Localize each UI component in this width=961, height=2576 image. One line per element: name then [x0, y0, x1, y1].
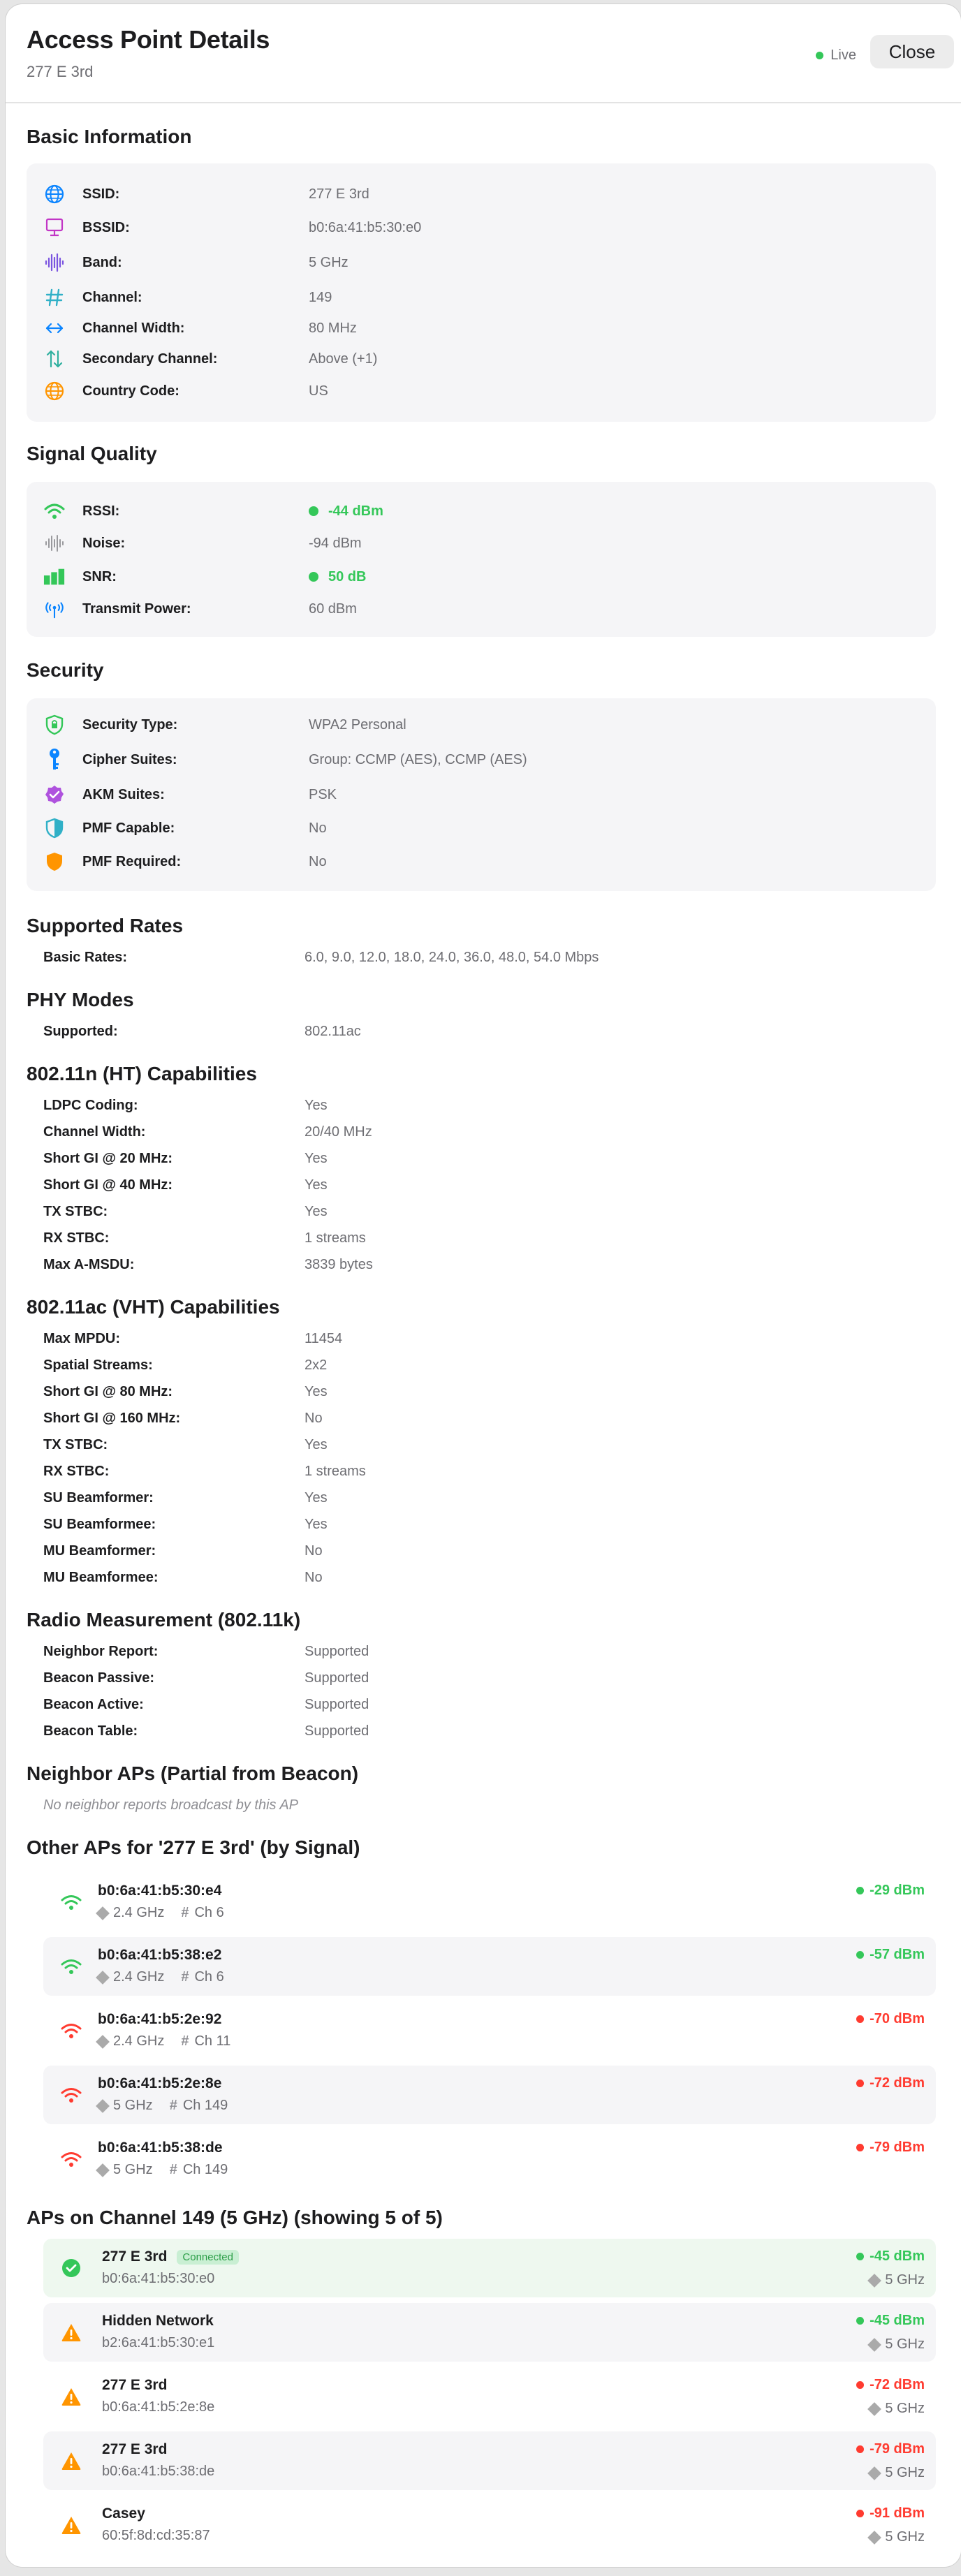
ap-band — [870, 2465, 925, 2481]
basic-info-card — [27, 163, 936, 422]
ap-signal-text: -57 dBm — [870, 1947, 925, 1962]
ap-signal — [856, 2075, 925, 2091]
ap-meta — [98, 1905, 224, 1921]
snr-label: SNR: — [82, 568, 117, 584]
ap-band — [98, 2098, 153, 2114]
section-title-radio-measurement: Radio Measurement (802.11k) — [27, 1609, 301, 1631]
ap-meta — [98, 2098, 228, 2114]
row-rssi — [27, 499, 936, 524]
ap-signal — [856, 2441, 925, 2457]
basic-rates-label: Basic Rates: — [43, 950, 128, 965]
ap-band-text: 5 GHz — [885, 2529, 925, 2545]
rssi-good-dot-icon — [309, 506, 318, 516]
row-country-code — [27, 378, 936, 404]
ap-band-text: 5 GHz — [885, 2401, 925, 2416]
channel-ap-row[interactable] — [43, 2367, 936, 2426]
band-diamond-icon — [867, 2274, 881, 2288]
rm-label: Neighbor Report: — [43, 1644, 159, 1659]
pmf-capable-value: No — [309, 820, 327, 836]
ssid-label: SSID: — [82, 186, 120, 202]
noise-waveform-icon — [43, 532, 66, 554]
ap-signal — [856, 2313, 925, 2329]
vht-value: 1 streams — [305, 1464, 366, 1479]
cipher-suites-label: Cipher Suites: — [82, 751, 177, 767]
page-title: Access Point Details — [27, 25, 270, 54]
wifi-signal-icon — [60, 2019, 82, 2042]
row-channel-width — [27, 316, 936, 341]
ap-channel — [181, 1969, 223, 1985]
ht-label: Channel Width: — [43, 1124, 146, 1140]
channel-label: Channel: — [82, 289, 142, 305]
ht-label: Short GI @ 20 MHz: — [43, 1151, 173, 1166]
ht-value: 3839 bytes — [305, 1257, 373, 1272]
other-ap-row[interactable] — [43, 1873, 936, 1931]
ap-bssid: b0:6a:41:b5:38:e2 — [98, 1947, 222, 1963]
pmf-required-label: PMF Required: — [82, 853, 182, 869]
vht-label: Short GI @ 160 MHz: — [43, 1411, 181, 1426]
ap-bssid: 60:5f:8d:cd:35:87 — [102, 2528, 210, 2543]
rm-value: Supported — [305, 1697, 369, 1712]
ap-band — [98, 1905, 164, 1921]
security-card — [27, 698, 936, 891]
close-button[interactable]: Close — [870, 35, 954, 68]
row-secondary-channel — [27, 346, 936, 371]
section-title-ht: 802.11n (HT) Capabilities — [27, 1063, 257, 1084]
phy-supported-label: Supported: — [43, 1024, 118, 1039]
signal-dot-icon — [856, 2080, 864, 2087]
band-diamond-icon — [96, 2035, 110, 2049]
ap-meta — [98, 1969, 224, 1985]
ap-channel-text: Ch 149 — [182, 2162, 228, 2177]
ht-row — [43, 1124, 372, 1140]
ht-row — [43, 1098, 328, 1114]
vht-row — [43, 1437, 328, 1453]
ap-signal-text: -70 dBm — [870, 2011, 925, 2026]
channel-hash-icon: # — [181, 2033, 189, 2049]
ht-row — [43, 1230, 366, 1246]
row-akm-suites — [27, 782, 936, 807]
ap-bssid: b0:6a:41:b5:2e:8e — [98, 2075, 222, 2091]
rssi-value-text: -44 dBm — [328, 503, 383, 519]
row-snr — [27, 564, 936, 589]
ap-signal-text: -79 dBm — [870, 2441, 925, 2457]
warning-icon — [60, 2385, 82, 2408]
page-subtitle: 277 E 3rd — [27, 63, 94, 80]
signal-dot-icon — [856, 2510, 864, 2517]
ap-channel-text: Ch 149 — [182, 2098, 228, 2113]
section-title-rates: Supported Rates — [27, 915, 184, 936]
ap-name-text: Hidden Network — [102, 2313, 214, 2329]
other-ap-row[interactable] — [43, 2066, 936, 2124]
channel-ap-row[interactable] — [43, 2239, 936, 2297]
rm-row — [43, 1723, 369, 1739]
header — [6, 4, 961, 103]
row-basic-rates — [43, 950, 599, 966]
ht-value: Yes — [305, 1204, 328, 1219]
signal-dot-icon — [856, 2317, 864, 2325]
signal-dot-icon — [856, 1951, 864, 1959]
signal-dot-icon — [856, 1887, 864, 1894]
bssid-value: b0:6a:41:b5:30:e0 — [309, 219, 422, 235]
vht-row — [43, 1384, 328, 1400]
channel-width-value: 80 MHz — [309, 320, 357, 336]
ap-band-text: 5 GHz — [885, 2336, 925, 2352]
channel-ap-row[interactable] — [43, 2303, 936, 2362]
channel-hash-icon: # — [169, 2162, 177, 2177]
ap-signal-text: -45 dBm — [870, 2249, 925, 2264]
signal-dot-icon — [856, 2445, 864, 2453]
row-band — [27, 250, 936, 275]
section-title-other-aps: Other APs for '277 E 3rd' (by Signal) — [27, 1837, 360, 1858]
ap-channel — [170, 2162, 228, 2178]
bssid-label: BSSID: — [82, 219, 130, 235]
other-ap-row[interactable] — [43, 2001, 936, 2060]
globe-orange-icon — [43, 380, 66, 402]
connected-badge: Connected — [177, 2250, 239, 2265]
ht-label: Short GI @ 40 MHz: — [43, 1177, 173, 1193]
cipher-suites-value: Group: CCMP (AES), CCMP (AES) — [309, 751, 527, 767]
ap-signal — [856, 2011, 925, 2027]
ap-band — [98, 2162, 153, 2178]
secondary-channel-label: Secondary Channel: — [82, 351, 218, 367]
ap-band-text: 5 GHz — [113, 2162, 153, 2177]
ap-bssid: b0:6a:41:b5:38:de — [102, 2464, 215, 2479]
waveform-icon — [43, 251, 66, 274]
akm-suites-value: PSK — [309, 786, 337, 802]
connected-check-icon — [60, 2257, 82, 2279]
vht-value: No — [305, 1570, 323, 1585]
ap-channel-text: Ch 11 — [194, 2033, 231, 2049]
ap-band-text: 5 GHz — [113, 2098, 153, 2113]
monitor-icon — [43, 216, 66, 239]
vht-label: SU Beamformee: — [43, 1517, 156, 1532]
rm-value: Supported — [305, 1723, 369, 1739]
secondary-channel-value: Above (+1) — [309, 351, 378, 367]
channel-value: 149 — [309, 289, 332, 305]
rm-label: Beacon Active: — [43, 1697, 144, 1712]
ap-bssid: b0:6a:41:b5:38:de — [98, 2140, 223, 2156]
vht-label: Max MPDU: — [43, 1331, 121, 1346]
phy-supported-value: 802.11ac — [305, 1024, 361, 1039]
pmf-required-value: No — [309, 853, 327, 869]
band-diamond-icon — [867, 2338, 881, 2352]
band-diamond-icon — [867, 2402, 881, 2416]
ap-band-text: 2.4 GHz — [113, 2033, 165, 2049]
signal-quality-card — [27, 482, 936, 637]
ap-name — [102, 2377, 167, 2394]
vht-label: MU Beamformer: — [43, 1543, 156, 1559]
section-title-phy: PHY Modes — [27, 989, 134, 1010]
channel-ap-row[interactable] — [43, 2496, 936, 2554]
ap-signal — [856, 1883, 925, 1899]
ap-channel-text: Ch 6 — [194, 1905, 224, 1920]
vht-label: RX STBC: — [43, 1464, 110, 1479]
section-title-channel-aps: APs on Channel 149 (5 GHz) (showing 5 of 5) — [27, 2207, 443, 2228]
channel-hash-icon: # — [181, 1969, 189, 1985]
lock-shield-icon — [43, 714, 66, 736]
rm-row — [43, 1644, 369, 1660]
ap-channel — [170, 2098, 228, 2114]
ap-name — [102, 2249, 239, 2265]
vht-row — [43, 1331, 342, 1347]
ap-signal — [856, 2140, 925, 2156]
ht-row — [43, 1257, 373, 1273]
row-ssid — [27, 182, 936, 207]
vht-row — [43, 1464, 366, 1480]
arrows-horizontal-icon — [43, 317, 66, 339]
band-diamond-icon — [96, 2099, 110, 2113]
ap-band — [870, 2272, 925, 2288]
ap-bssid: b0:6a:41:b5:2e:92 — [98, 2011, 222, 2027]
ap-name-text: 277 E 3rd — [102, 2441, 168, 2457]
ssid-value: 277 E 3rd — [309, 186, 369, 202]
basic-rates-value: 6.0, 9.0, 12.0, 18.0, 24.0, 36.0, 48.0, 54.0 Mbps — [305, 950, 599, 965]
snr-value — [309, 569, 366, 585]
vht-row — [43, 1517, 328, 1533]
ap-channel-text: Ch 6 — [194, 1969, 224, 1985]
noise-value: -94 dBm — [309, 535, 362, 551]
signal-dot-icon — [856, 2015, 864, 2023]
ap-name-text: 277 E 3rd — [102, 2249, 168, 2265]
arrows-updown-icon — [43, 348, 66, 370]
vht-value: 2x2 — [305, 1357, 328, 1373]
globe-icon — [43, 183, 66, 205]
wifi-icon — [43, 500, 66, 522]
signal-dot-icon — [856, 2381, 864, 2389]
vht-value: Yes — [305, 1384, 328, 1399]
access-point-details-window — [6, 4, 961, 2567]
ap-signal-text: -29 dBm — [870, 1883, 925, 1898]
shield-half-icon — [43, 817, 66, 839]
band-value: 5 GHz — [309, 254, 349, 270]
rm-row — [43, 1670, 369, 1686]
checkmark-seal-icon — [43, 783, 66, 806]
vht-row — [43, 1490, 328, 1506]
ap-signal — [856, 2505, 925, 2522]
snr-good-dot-icon — [309, 572, 318, 582]
wifi-signal-icon — [60, 1955, 82, 1978]
section-title-basic: Basic Information — [27, 126, 192, 147]
ap-channel — [181, 2033, 230, 2049]
wifi-signal-icon — [60, 2084, 82, 2106]
ht-value: 20/40 MHz — [305, 1124, 372, 1140]
ap-band — [98, 2033, 164, 2049]
band-diamond-icon — [96, 1971, 110, 1985]
row-channel — [27, 285, 936, 310]
vht-label: TX STBC: — [43, 1437, 108, 1452]
ap-signal-text: -45 dBm — [870, 2313, 925, 2328]
antenna-icon — [43, 598, 66, 620]
section-title-neighbors: Neighbor APs (Partial from Beacon) — [27, 1762, 359, 1784]
other-ap-row[interactable] — [43, 1937, 936, 1996]
ht-value: Yes — [305, 1151, 328, 1166]
snr-value-text: 50 dB — [328, 568, 367, 584]
ht-value: 1 streams — [305, 1230, 366, 1246]
ap-signal-text: -79 dBm — [870, 2140, 925, 2155]
channel-ap-row[interactable] — [43, 2431, 936, 2490]
signal-dot-icon — [856, 2144, 864, 2151]
vht-value: 11454 — [305, 1331, 343, 1346]
vht-label: Short GI @ 80 MHz: — [43, 1384, 173, 1399]
vht-label: Spatial Streams: — [43, 1357, 153, 1373]
channel-hash-icon: # — [169, 2098, 177, 2113]
rssi-value — [309, 503, 383, 520]
vht-label: SU Beamformer: — [43, 1490, 154, 1506]
band-diamond-icon — [96, 2163, 110, 2177]
vht-row — [43, 1543, 323, 1559]
section-title-signal: Signal Quality — [27, 443, 157, 464]
band-diamond-icon — [867, 2466, 881, 2480]
ap-name — [102, 2505, 145, 2522]
ap-band-text: 2.4 GHz — [113, 1905, 165, 1920]
ht-label: LDPC Coding: — [43, 1098, 138, 1113]
vht-label: MU Beamformee: — [43, 1570, 159, 1585]
key-icon — [43, 749, 66, 771]
vht-row — [43, 1570, 323, 1586]
country-code-value: US — [309, 383, 328, 399]
ht-value: Yes — [305, 1098, 328, 1113]
ht-value: Yes — [305, 1177, 328, 1193]
row-bssid — [27, 215, 936, 240]
vht-value: Yes — [305, 1437, 328, 1452]
ap-bssid: b0:6a:41:b5:30:e0 — [102, 2271, 215, 2286]
ap-bssid: b2:6a:41:b5:30:e1 — [102, 2335, 215, 2350]
channel-hash-icon: # — [181, 1905, 189, 1920]
rm-value: Supported — [305, 1670, 369, 1686]
rssi-label: RSSI: — [82, 503, 120, 519]
transmit-power-value: 60 dBm — [309, 601, 357, 617]
row-cipher-suites — [27, 747, 936, 772]
pmf-capable-label: PMF Capable: — [82, 820, 175, 836]
security-type-label: Security Type: — [82, 716, 178, 733]
number-icon — [43, 286, 66, 309]
rm-label: Beacon Passive: — [43, 1670, 154, 1686]
section-title-security: Security — [27, 659, 104, 681]
row-noise — [27, 531, 936, 556]
ap-band-text: 2.4 GHz — [113, 1969, 165, 1985]
akm-suites-label: AKM Suites: — [82, 786, 165, 802]
rm-label: Beacon Table: — [43, 1723, 138, 1739]
row-security-type — [27, 712, 936, 737]
ap-name — [102, 2441, 167, 2458]
ht-row — [43, 1151, 328, 1167]
ap-bssid: b0:6a:41:b5:30:e4 — [98, 1883, 222, 1899]
rm-value: Supported — [305, 1644, 369, 1659]
ap-band — [870, 2401, 925, 2417]
transmit-power-label: Transmit Power: — [82, 601, 191, 617]
ht-label: TX STBC: — [43, 1204, 108, 1219]
ap-name — [102, 2313, 214, 2330]
ap-band-text: 5 GHz — [885, 2465, 925, 2480]
row-pmf-capable — [27, 816, 936, 841]
vht-row — [43, 1411, 323, 1427]
other-ap-row[interactable] — [43, 2130, 936, 2188]
bars-icon — [43, 566, 66, 588]
country-code-label: Country Code: — [82, 383, 179, 399]
channel-width-label: Channel Width: — [82, 320, 185, 336]
warning-icon — [60, 2321, 82, 2343]
signal-dot-icon — [856, 2253, 864, 2260]
section-title-vht: 802.11ac (VHT) Capabilities — [27, 1296, 280, 1318]
ht-label: Max A-MSDU: — [43, 1257, 135, 1272]
noise-label: Noise: — [82, 535, 126, 551]
ap-meta — [98, 2033, 230, 2049]
warning-icon — [60, 2514, 82, 2536]
ht-label: RX STBC: — [43, 1230, 110, 1246]
ap-bssid: b0:6a:41:b5:2e:8e — [102, 2399, 215, 2415]
ap-band — [870, 2529, 925, 2545]
ap-band — [870, 2336, 925, 2353]
wifi-signal-icon — [60, 2148, 82, 2170]
live-label: Live — [830, 47, 856, 63]
ap-signal — [856, 1947, 925, 1963]
vht-row — [43, 1357, 327, 1374]
row-transmit-power — [27, 596, 936, 621]
row-phy-supported — [43, 1024, 361, 1040]
ap-name-text: Casey — [102, 2505, 145, 2522]
vht-value: No — [305, 1543, 323, 1559]
ap-signal — [856, 2377, 925, 2393]
warning-icon — [60, 2450, 82, 2472]
ap-band — [98, 1969, 164, 1985]
ap-signal — [856, 2249, 925, 2265]
vht-value: Yes — [305, 1490, 328, 1506]
ap-meta — [98, 2162, 228, 2178]
neighbors-empty-note: No neighbor reports broadcast by this AP — [43, 1797, 299, 1813]
ap-signal-text: -91 dBm — [870, 2505, 925, 2521]
ht-row — [43, 1204, 328, 1220]
ap-signal-text: -72 dBm — [870, 2075, 925, 2091]
shield-orange-icon — [43, 851, 66, 873]
band-label: Band: — [82, 254, 122, 270]
security-type-value: WPA2 Personal — [309, 716, 406, 733]
ap-channel — [181, 1905, 223, 1921]
ht-row — [43, 1177, 328, 1193]
row-pmf-required — [27, 849, 936, 874]
live-indicator — [816, 47, 856, 64]
live-dot-icon — [816, 52, 823, 59]
vht-value: No — [305, 1411, 323, 1426]
ap-band-text: 5 GHz — [885, 2272, 925, 2288]
ap-name-text: 277 E 3rd — [102, 2377, 168, 2393]
vht-value: Yes — [305, 1517, 328, 1532]
ap-signal-text: -72 dBm — [870, 2377, 925, 2392]
band-diamond-icon — [96, 1906, 110, 1920]
wifi-signal-icon — [60, 1891, 82, 1913]
rm-row — [43, 1697, 369, 1713]
band-diamond-icon — [867, 2531, 881, 2545]
